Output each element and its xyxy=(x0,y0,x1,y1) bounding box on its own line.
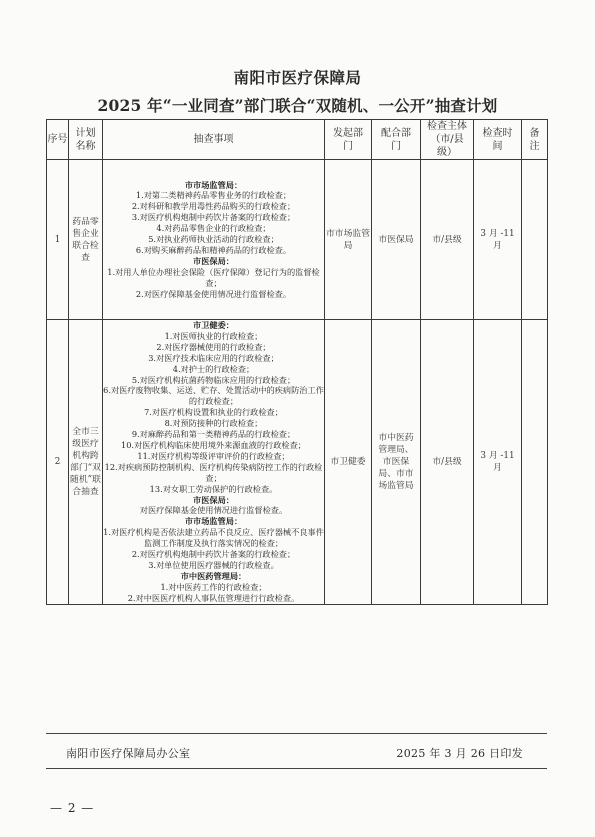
list-item: 4.对护士的行政检查； xyxy=(172,363,255,374)
footer-top-rule xyxy=(46,733,547,734)
list-item: 11.对医疗机构等级评审评价的行政检查； xyxy=(137,450,290,461)
table-row xyxy=(47,160,548,320)
list-item: 7.对医疗机构设置和执业的行政检查； xyxy=(144,407,283,418)
list-item: 10.对医疗机构临床使用境外来源血液的行政检查； xyxy=(121,439,306,450)
row-initiator: 市市场监管局 xyxy=(325,160,372,320)
header-plan-name: 计划名称 xyxy=(69,120,103,160)
row-inspection-level: 市/县级 xyxy=(421,160,474,320)
row-plan-name: 全市三级医疗机构跨部门“双随机”联合抽查 xyxy=(69,320,103,605)
list-item: 6.对购买麻醉药品和精神药品的行政检查。 xyxy=(135,244,292,255)
header-initiator: 发起部门 xyxy=(325,120,372,160)
header-partners: 配合部门 xyxy=(372,120,421,160)
header-seq: 序号 xyxy=(47,120,69,160)
list-item: 1.对医师执业的行政检查； xyxy=(164,330,263,341)
list-item: 4.对药品零售企业的行政检查； xyxy=(156,223,271,234)
inspection-plan-table xyxy=(46,119,548,605)
agency-heading: 市中医药管理局： xyxy=(180,570,247,581)
list-item: 对医疗保障基金使用情况进行监督检查。 xyxy=(139,505,288,516)
list-item: 3.对医疗机构炮制中药饮片备案的行政检查； xyxy=(131,212,296,223)
header-matters: 抽查事项 xyxy=(103,120,325,160)
agency-heading: 市市场监管局： xyxy=(184,516,243,527)
list-item: 6.对医疗废物收集、运送、贮存、处置活动中的疾病防治工作的行政检查； xyxy=(103,385,324,407)
list-item: 3.对单位使用医疗器械的行政检查。 xyxy=(148,559,279,570)
agency-heading: 市医保局： xyxy=(193,494,234,505)
row-seq: 2 xyxy=(47,320,69,605)
document-subtitle: 2025 年“一业同查”部门联合“双随机、一公开”抽查计划 xyxy=(97,96,498,115)
agency-heading: 市卫健委： xyxy=(193,320,234,330)
row-notes xyxy=(522,160,548,320)
list-item: 5.对医疗机构抗菌药物临床应用的行政检查； xyxy=(131,374,296,385)
agency-heading: 市医保局： xyxy=(193,255,234,266)
row-partners: 市中医药管理局、市医保局、市市场监管局 xyxy=(372,320,421,605)
row-matters xyxy=(103,160,325,320)
list-item: 2.对医疗保障基金使用情况进行监督检查。 xyxy=(135,288,292,299)
footer-bottom-rule xyxy=(46,768,547,769)
row-initiator: 市卫健委 xyxy=(325,320,372,605)
row-notes xyxy=(522,320,548,605)
list-item: 8.对预防接种的行政检查； xyxy=(164,418,263,429)
list-item: 12.对疾病预防控制机构、医疗机构传染病防控工作的行政检查； xyxy=(104,461,323,483)
document-title: 南阳市医疗保障局 xyxy=(233,68,362,87)
header-inspection-level: 检查主体（市/县级） xyxy=(421,120,474,160)
list-item: 1.对医疗机构是否依法建立药品不良反应、医疗器械不良事件监测工作制度及执行落实情况的检查； xyxy=(103,527,324,549)
page-number: — 2 — xyxy=(50,801,95,815)
list-item: 3.对医疗技术临床应用的行政检查； xyxy=(148,352,279,363)
list-item: 1.对第二类精神药品零售业务的行政检查； xyxy=(135,190,292,201)
list-item: 1.对中医药工作的行政检查； xyxy=(160,581,267,592)
print-date: 2025 年 3 月 26 日印发 xyxy=(396,747,523,760)
table-row xyxy=(47,320,548,605)
row-partners: 市医保局 xyxy=(372,160,421,320)
row-plan-name: 药品零售企业联合检查 xyxy=(69,160,103,320)
agency-heading: 市市场监管局： xyxy=(184,179,243,190)
table-header-row xyxy=(47,120,548,160)
issuing-office: 南阳市医疗保障局办公室 xyxy=(66,747,191,760)
list-item: 2.对医疗器械使用的行政检查； xyxy=(156,341,271,352)
row-time: 3 月 -11 月 xyxy=(474,160,522,320)
list-item: 5.对执业药师执业活动的行政检查； xyxy=(148,234,279,245)
list-item: 2.对医疗机构炮制中药饮片备案的行政检查； xyxy=(131,549,296,560)
list-item: 1.对用人单位办理社会保险（医疗保障）登记行为的监督检查； xyxy=(107,266,320,288)
header-notes: 备注 xyxy=(522,120,548,160)
list-item: 2.对科研和教学用毒性药品购买的行政检查； xyxy=(131,201,296,212)
row-seq: 1 xyxy=(47,160,69,320)
list-item: 2.对中医医疗机构人事队伍管理进行行政检查。 xyxy=(127,592,300,603)
list-item: 13.对女职工劳动保护的行政检查。 xyxy=(149,483,278,494)
row-inspection-level: 市/县级 xyxy=(421,320,474,605)
row-time: 3 月 -11 月 xyxy=(474,320,522,605)
row-matters xyxy=(103,320,325,605)
header-time: 检查时间 xyxy=(474,120,522,160)
list-item: 9.对麻醉药品和第一类精神药品的行政检查； xyxy=(131,429,296,440)
